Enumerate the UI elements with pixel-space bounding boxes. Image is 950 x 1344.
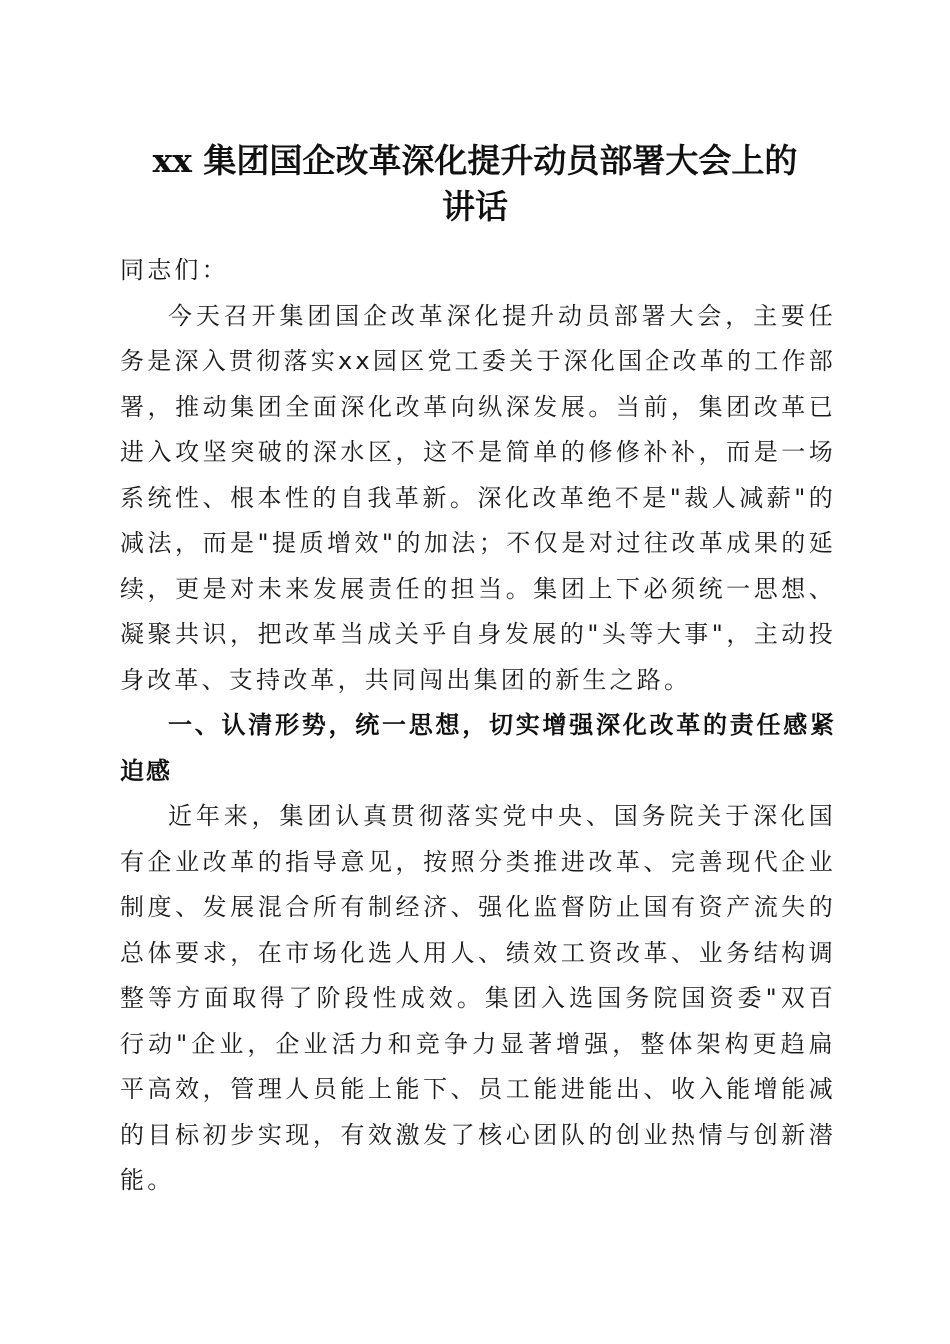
section-heading-1: 一、认清形势，统一思想，切实增强深化改革的责任感紧迫感 bbox=[120, 711, 836, 785]
title-line-1: xx 集团国企改革深化提升动员部署大会上的 bbox=[152, 141, 798, 180]
document-title bbox=[100, 138, 850, 230]
document-body bbox=[120, 248, 836, 1204]
paragraph-section-1: 近年来，集团认真贯彻落实党中央、国务院关于深化国有企业改革的指导意见，按照分类推进改革、完善现代企业制度、发展混合所有制经济、强化监督防止国有资产流失的总体要求，在市场化选人用人、绩效工资改革、业务结构调整等方面取得了阶段性成效。集团入选国务院国资委"双百行动"企业，企业活力和竞争力显著增强，整体架构更趋扁平高效，管理人员能上能下、员工能进能出、收入能增能减的目标初步实现，有效激发了核心团队的创业热情与创新潜能。 bbox=[120, 802, 836, 1194]
greeting: 同志们： bbox=[120, 256, 229, 284]
title-line-2: 讲话 bbox=[442, 187, 508, 226]
paragraph-intro: 今天召开集团国企改革深化提升动员部署大会，主要任务是深入贯彻落实xx园区党工委关于深化国企改革的工作部署，推动集团全面深化改革向纵深发展。当前，集团改革已进入攻坚突破的深水区，这不是简单的修修补补，而是一场系统性、根本性的自我革新。深化改革绝不是"裁人减薪"的减法，而是"提质增效"的加法；不仅是对过往改革成果的延续，更是对未来发展责任的担当。集团上下必须统一思想、凝聚共识，把改革当成关乎自身发展的"头等大事"，主动投身改革、支持改革，共同闯出集团的新生之路。 bbox=[120, 301, 836, 694]
